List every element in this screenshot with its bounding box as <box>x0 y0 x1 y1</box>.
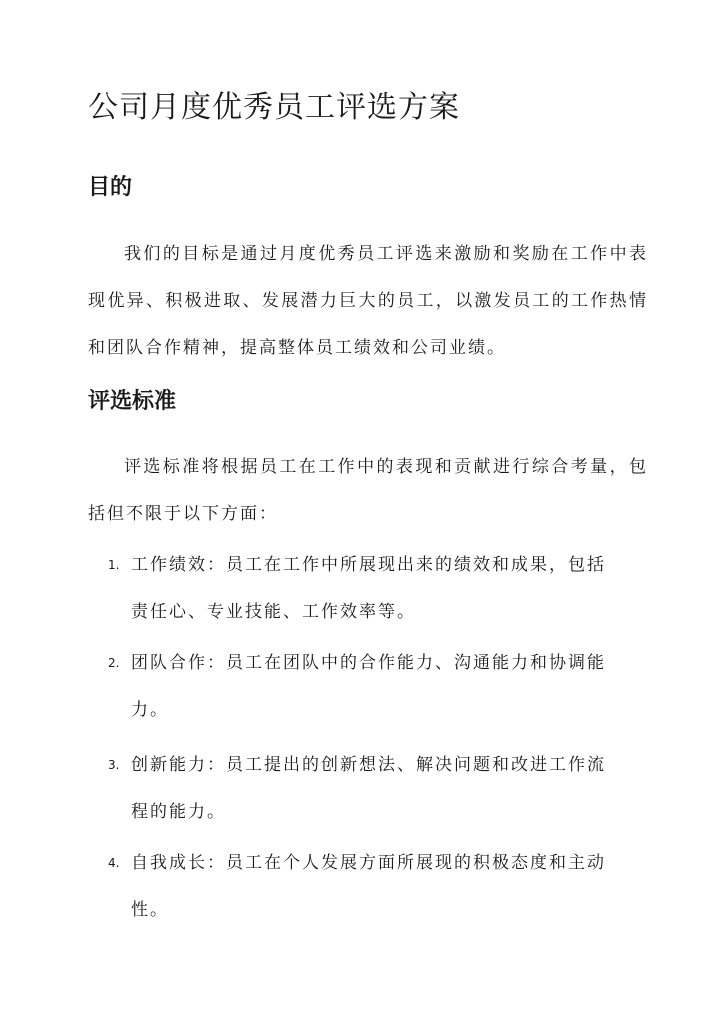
document-title: 公司月度优秀员工评选方案 <box>88 90 460 125</box>
list-item-text: 工作绩效：员工在工作中所展现出来的绩效和成果，包括责任心、专业技能、工作效率等。 <box>131 555 606 622</box>
list-item-number: 4. <box>108 856 120 870</box>
list-item-number: 2. <box>108 656 120 670</box>
list-item-text: 创新能力：员工提出的创新想法、解决问题和改进工作流程的能力。 <box>131 755 606 822</box>
list-item-number: 3. <box>108 758 120 772</box>
list-item-text: 自我成长：员工在个人发展方面所展现的积极态度和主动性。 <box>131 853 606 920</box>
purpose-paragraph: 我们的目标是通过月度优秀员工评选来激励和奖励在工作中表现优异、积极进取、发展潜力巨大的员工，以激发员工的工作热情和团队合作精神，提高整体员工绩效和公司业绩。 <box>88 244 648 358</box>
section-heading-purpose: 目的 <box>88 175 133 200</box>
list-item-number: 1. <box>108 558 120 572</box>
criteria-intro-paragraph: 评选标准将根据员工在工作中的表现和贡献进行综合考量，包括但不限于以下方面： <box>88 457 648 524</box>
section-heading-criteria: 评选标准 <box>88 389 177 414</box>
list-item-text: 团队合作：员工在团队中的合作能力、沟通能力和协调能力。 <box>131 653 606 720</box>
